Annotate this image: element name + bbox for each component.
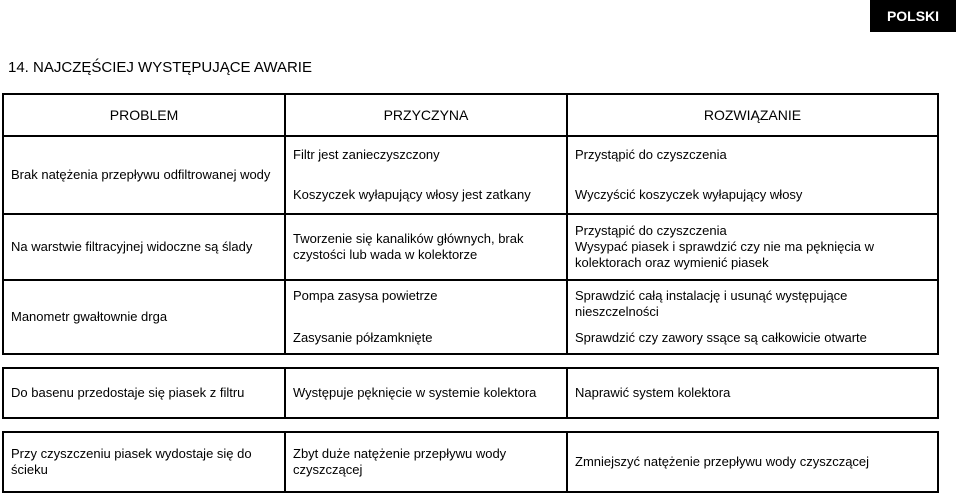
section-heading: 14. NAJCZĘŚCIEJ WYSTĘPUJĄCE AWARIE	[8, 59, 312, 76]
table-row	[3, 432, 938, 492]
problem-cell: Na warstwie filtracyjnej widoczne są ślady	[3, 214, 285, 280]
cause-cell: Zbyt duże natężenie przepływu wody czyszczącej	[285, 432, 567, 492]
solution-cell: Przystąpić do czyszczenia Wyczyścić koszyczek wyłapujący włosy	[567, 136, 938, 214]
problem-cell: Przy czyszczeniu piasek wydostaje się do ścieku	[3, 432, 285, 492]
solution-cell: Sprawdzić całą instalację i usunąć występujące nieszczelności Sprawdzić czy zawory ssące są całkowicie otwarte	[567, 280, 938, 354]
table-row	[3, 214, 938, 280]
table-row	[3, 368, 938, 418]
language-badge[interactable]: POLSKI	[870, 0, 956, 32]
header-problem: PROBLEM	[3, 94, 285, 136]
table-header-row	[3, 94, 938, 136]
table-spacer	[3, 418, 938, 432]
header-cause: PRZYCZYNA	[285, 94, 567, 136]
table-spacer	[3, 354, 938, 368]
cause-cell: Pompa zasysa powietrze Zasysanie półzamknięte	[285, 280, 567, 354]
cause-cell: Filtr jest zanieczyszczony Koszyczek wyłapujący włosy jest zatkany	[285, 136, 567, 214]
problem-cell: Brak natężenia przepływu odfiltrowanej wody	[3, 136, 285, 214]
table-row	[3, 136, 938, 214]
problem-cell: Do basenu przedostaje się piasek z filtru	[3, 368, 285, 418]
solution-cell: Przystąpić do czyszczenia Wysypać piasek i sprawdzić czy nie ma pęknięcia w kolektorach oraz wymienić piasek	[567, 214, 938, 280]
faults-table	[2, 93, 939, 493]
cause-cell: Występuje pęknięcie w systemie kolektora	[285, 368, 567, 418]
solution-cell: Naprawić system kolektora	[567, 368, 938, 418]
header-solution: ROZWIĄZANIE	[567, 94, 938, 136]
solution-cell: Zmniejszyć natężenie przepływu wody czyszczącej	[567, 432, 938, 492]
cause-cell: Tworzenie się kanalików głównych, brak czystości lub wada w kolektorze	[285, 214, 567, 280]
table-row	[3, 280, 938, 354]
problem-cell: Manometr gwałtownie drga	[3, 280, 285, 354]
